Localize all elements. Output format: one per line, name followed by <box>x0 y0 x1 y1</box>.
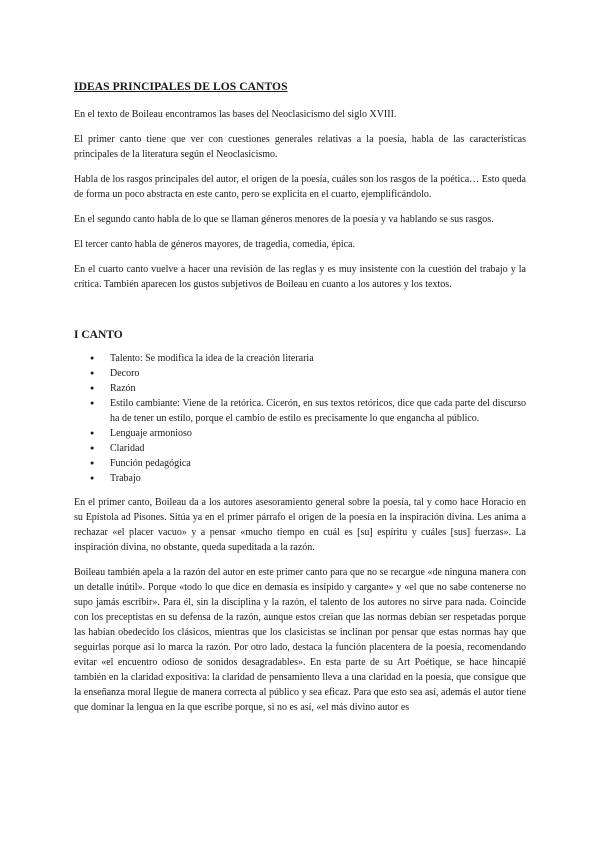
list-item: ● Trabajo <box>74 471 526 486</box>
intro-paragraph: El tercer canto habla de géneros mayores, de tragedia, comedia, épica. <box>74 239 355 250</box>
list-item: ● Decoro <box>74 366 526 381</box>
bullet-list <box>74 351 526 486</box>
list-item: ● Estilo cambiante: Viene de la retórica. Cicerón, en sus textos retóricos, dice que cada parte del discurso ha de tener un estilo, porque el cambio de estilo es precisamente lo que engancha al público. <box>74 396 526 426</box>
document-content <box>74 80 526 725</box>
list-item: ● Lenguaje armonioso <box>74 426 526 441</box>
intro-paragraph: En el texto de Boileau encontramos las bases del Neoclasicismo del siglo XVIII. <box>74 109 397 120</box>
page-title: IDEAS PRINCIPALES DE LOS CANTOS <box>74 81 288 93</box>
body-paragraph: En el primer canto, Boileau da a los autores asesoramiento general sobre la poesía, tal y como hace Horacio en su Epístola ad Pisones. Sitúa ya en el primer párrafo el origen de la poesía en la inspiración divina. Les anima a rechazar «el placer vacuo» y a pensar «mucho tiempo en cuál es [su] espíritu y cuáles [sus] fuerzas». La inspiración divina, no obstante, queda supeditada a la razón. <box>74 497 526 553</box>
section-spacer <box>74 302 526 328</box>
list-item: ● Razón <box>74 381 526 396</box>
intro-paragraph: Habla de los rasgos principales del autor, el origen de la poesía, cuáles son los rasgos de la poética… Esto queda de forma un poco abstracta en este canto, pero se explicita en el cuarto, ejemplificándolo. <box>74 174 526 200</box>
body-paragraph: Boileau también apela a la razón del autor en este primer canto para que no se recargue «de ninguna manera con un detalle inútil». Porque «todo lo que dice en demasía es insípido y cargante» y «el que no sabe contenerse no supo jamás escribir». Para él, sin la disciplina y la razón, el talento de los autores no sirve para nada. Coincide con los preceptistas en su defensa de la razón, aunque estos creían que las normas debían ser respetadas porque las habían obedecido los clásicos, mientras que los clasicistas se inclinan por pensar que estas normas hay que seguirlas porque así lo marca la razón. Por otro lado, destaca la función placentera de la poesía, recomendando evitar «el encuentro odioso de sonidos desagradables». En esta parte de su Art Poétique, se hace hincapié también en la claridad expositiva: la claridad de pensamiento lleva a una claridad en la poesía, que consigue que la enseñanza moral llegue de manera correcta al público y sea eficaz. Para que esto sea así, además el autor tiene que dominar la lengua en la que escribe porque, si no es así, «el más divino autor es <box>74 567 526 713</box>
intro-paragraph: En el cuarto canto vuelve a hacer una revisión de las reglas y es muy insistente con la cuestión del trabajo y la crítica. También aparecen los gustos subjetivos de Boileau en cuanto a los autores y los textos. <box>74 264 526 290</box>
intro-paragraph: En el segundo canto habla de lo que se llaman géneros menores de la poesía y va hablando se sus rasgos. <box>74 214 494 225</box>
list-item: ● Función pedagógica <box>74 456 526 471</box>
section-heading: I CANTO <box>74 329 123 341</box>
list-item: ● Talento: Se modifica la idea de la creación literaria <box>74 351 526 366</box>
intro-paragraph: El primer canto tiene que ver con cuestiones generales relativas a la poesía, habla de las características principales de la literatura según el Neoclasicismo. <box>74 134 526 160</box>
list-item: ● Claridad <box>74 441 526 456</box>
